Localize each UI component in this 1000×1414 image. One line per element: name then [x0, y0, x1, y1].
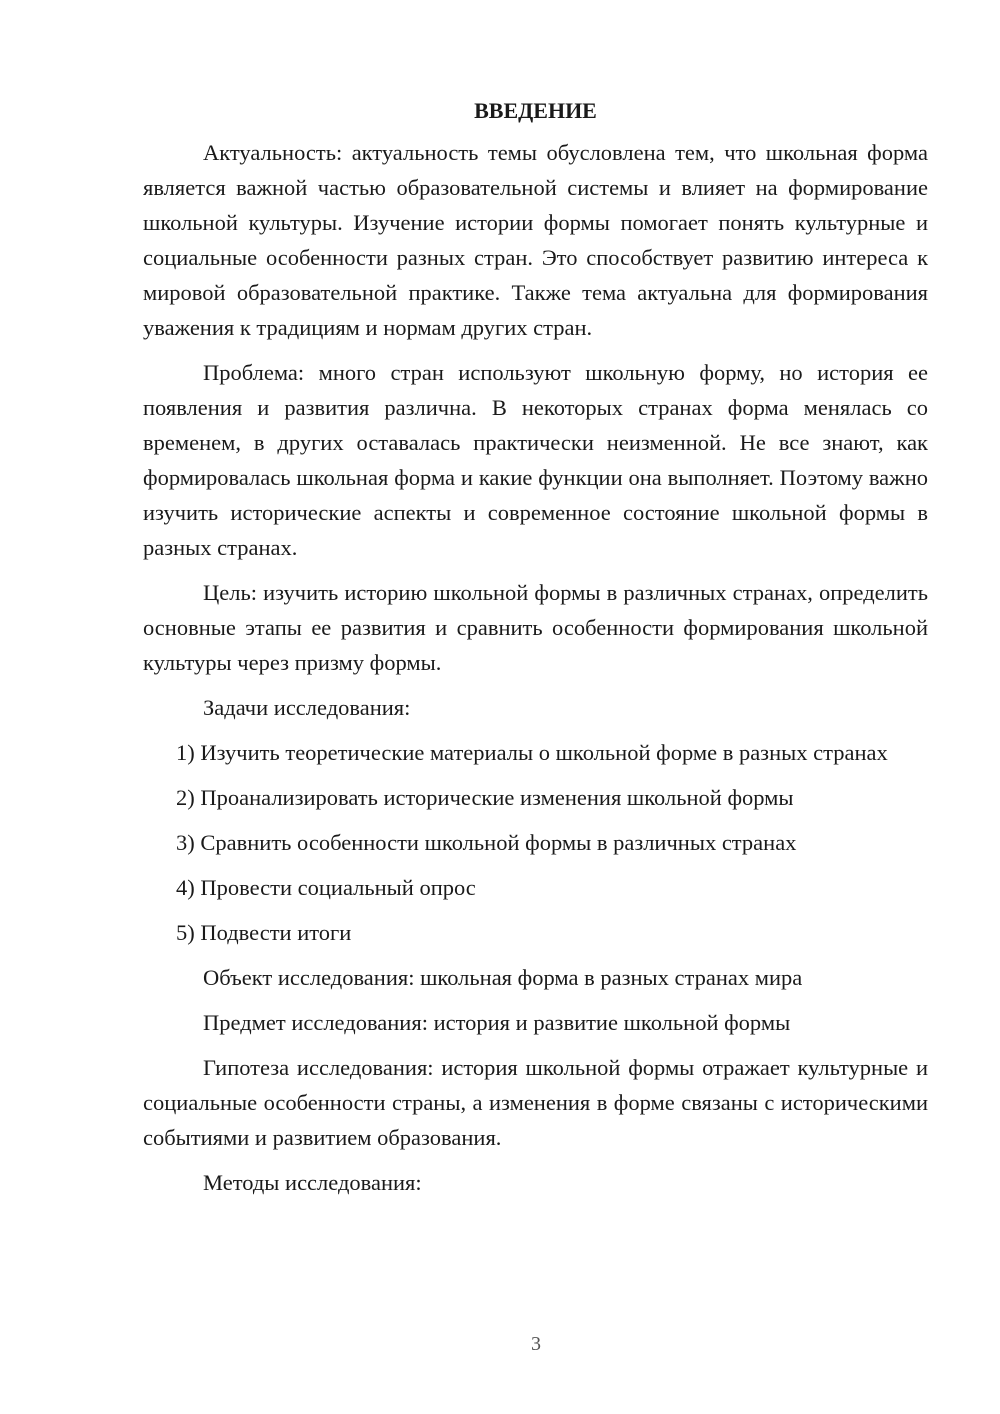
object-paragraph: Объект исследования: школьная форма в разных странах мира	[203, 965, 803, 990]
task-item: 4) Провести социальный опрос	[176, 875, 476, 900]
tasks-title: Задачи исследования:	[203, 695, 411, 720]
subject-paragraph: Предмет исследования: история и развитие школьной формы	[203, 1010, 791, 1035]
task-item: 1) Изучить теоретические материалы о школьной форме в разных странах	[176, 740, 888, 765]
goal-paragraph: Цель: изучить историю школьной формы в различных странах, определить основные этапы ее развития и сравнить особенности формирования школьной культуры через призму формы.	[143, 580, 928, 675]
relevance-paragraph: Актуальность: актуальность темы обусловлена тем, что школьная форма является важной частью образовательной системы и влияет на формирование школьной культуры. Изучение истории формы помогает понять культурные и социальные особенности разных стран. Это способствует развитию интереса к мировой образовательной практике. Также тема актуальна для формирования уважения к традициям и нормам других стран.	[143, 140, 928, 340]
task-item: 5) Подвести итоги	[176, 920, 352, 945]
task-item: 3) Сравнить особенности школьной формы в различных странах	[176, 830, 797, 855]
page-content	[143, 96, 928, 1210]
task-item: 2) Проанализировать исторические изменения школьной формы	[176, 785, 794, 810]
section-heading: ВВЕДЕНИЕ	[474, 98, 597, 123]
methods-title: Методы исследования:	[203, 1170, 422, 1195]
hypothesis-paragraph: Гипотеза исследования: история школьной формы отражает культурные и социальные особенности страны, а изменения в форме связаны с историческими событиями и развитием образования.	[143, 1055, 928, 1150]
tasks-list	[143, 735, 928, 950]
page-number: 3	[531, 1333, 541, 1355]
problem-paragraph: Проблема: много стран используют школьную форму, но история ее появления и развития различна. В некоторых странах форма менялась со временем, в других оставалась практически неизменной. Не все знают, как формировалась школьная форма и какие функции она выполняет. Поэтому важно изучить исторические аспекты и современное состояние школьной формы в разных странах.	[143, 360, 928, 560]
